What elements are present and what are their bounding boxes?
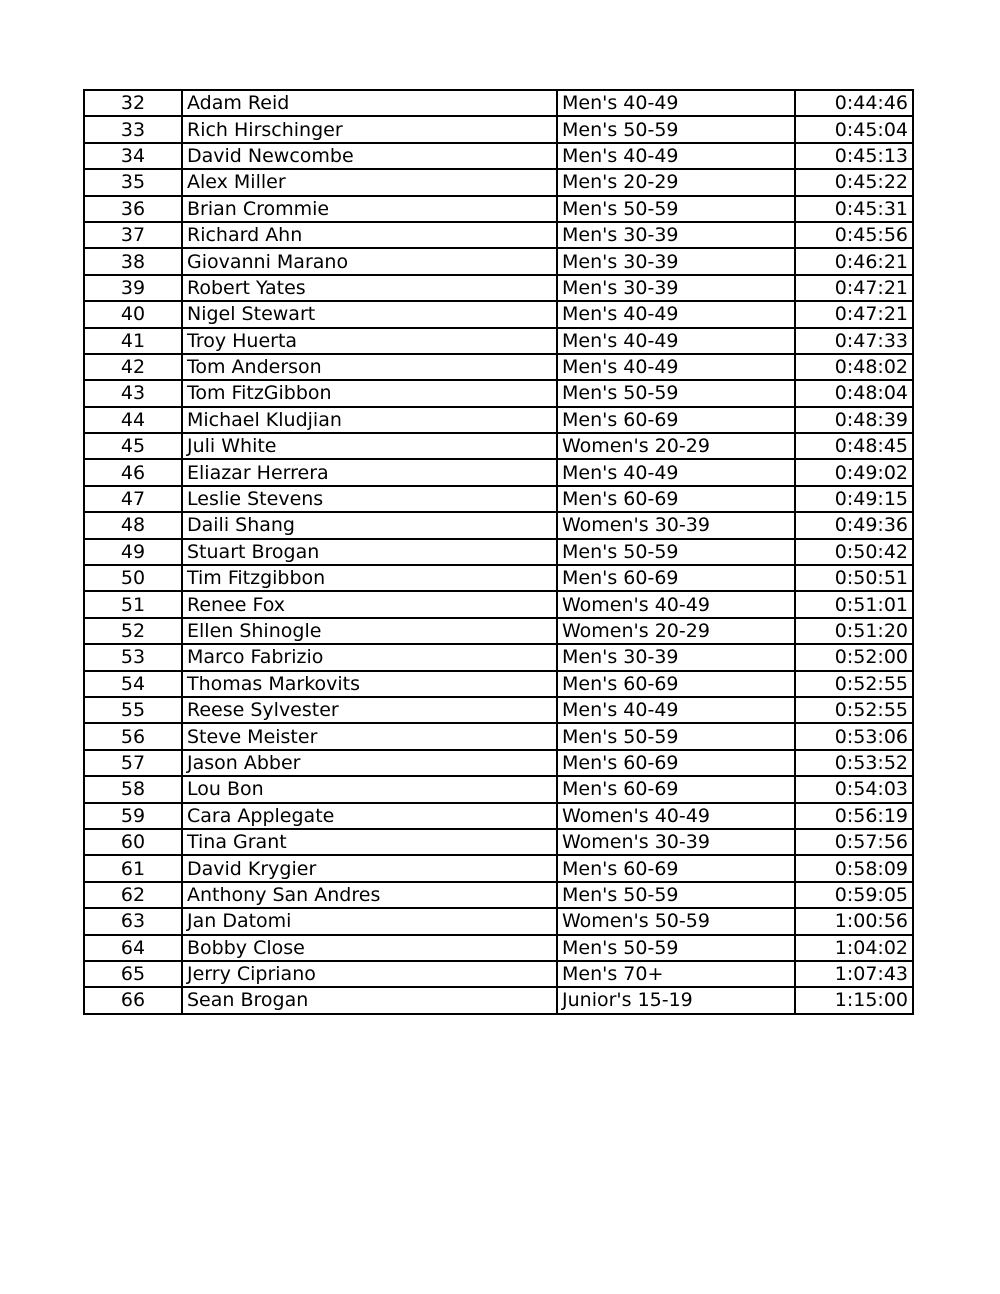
table-row [84, 143, 913, 169]
division-cell: Men's 60-69 [557, 750, 795, 776]
division-cell: Men's 40-49 [557, 697, 795, 723]
division-cell: Women's 50-59 [557, 908, 795, 934]
division-cell: Men's 50-59 [557, 935, 795, 961]
place-cell: 42 [84, 354, 182, 380]
runner-name-cell: Richard Ahn [182, 222, 557, 248]
finish-time-cell: 1:15:00 [795, 987, 913, 1013]
place-cell: 53 [84, 644, 182, 670]
division-cell: Men's 50-59 [557, 539, 795, 565]
table-row [84, 196, 913, 222]
runner-name-cell: Jan Datomi [182, 908, 557, 934]
division-cell: Men's 40-49 [557, 354, 795, 380]
division-cell: Men's 60-69 [557, 486, 795, 512]
place-cell: 49 [84, 539, 182, 565]
division-cell: Men's 20-29 [557, 169, 795, 195]
table-row [84, 222, 913, 248]
finish-time-cell: 0:48:02 [795, 354, 913, 380]
finish-time-cell: 0:47:21 [795, 275, 913, 301]
table-row [84, 169, 913, 195]
runner-name-cell: Michael Kludjian [182, 407, 557, 433]
runner-name-cell: Steve Meister [182, 723, 557, 749]
division-cell: Men's 40-49 [557, 143, 795, 169]
division-cell: Men's 50-59 [557, 723, 795, 749]
place-cell: 34 [84, 143, 182, 169]
division-cell: Women's 20-29 [557, 618, 795, 644]
place-cell: 40 [84, 301, 182, 327]
division-cell: Men's 30-39 [557, 248, 795, 274]
place-cell: 50 [84, 565, 182, 591]
table-row [84, 380, 913, 406]
table-row [84, 935, 913, 961]
table-row [84, 723, 913, 749]
table-row [84, 961, 913, 987]
runner-name-cell: Tina Grant [182, 829, 557, 855]
finish-time-cell: 0:48:45 [795, 433, 913, 459]
place-cell: 39 [84, 275, 182, 301]
finish-time-cell: 0:50:51 [795, 565, 913, 591]
place-cell: 55 [84, 697, 182, 723]
table-row [84, 354, 913, 380]
finish-time-cell: 0:46:21 [795, 248, 913, 274]
finish-time-cell: 0:48:04 [795, 380, 913, 406]
table-row [84, 512, 913, 538]
place-cell: 59 [84, 803, 182, 829]
runner-name-cell: David Newcombe [182, 143, 557, 169]
runner-name-cell: Brian Crommie [182, 196, 557, 222]
place-cell: 54 [84, 671, 182, 697]
place-cell: 56 [84, 723, 182, 749]
runner-name-cell: Tom Anderson [182, 354, 557, 380]
finish-time-cell: 0:54:03 [795, 776, 913, 802]
division-cell: Men's 40-49 [557, 90, 795, 116]
place-cell: 58 [84, 776, 182, 802]
division-cell: Men's 60-69 [557, 407, 795, 433]
place-cell: 37 [84, 222, 182, 248]
division-cell: Men's 50-59 [557, 380, 795, 406]
place-cell: 63 [84, 908, 182, 934]
runner-name-cell: Adam Reid [182, 90, 557, 116]
division-cell: Men's 50-59 [557, 882, 795, 908]
place-cell: 51 [84, 591, 182, 617]
runner-name-cell: Daili Shang [182, 512, 557, 538]
finish-time-cell: 0:53:06 [795, 723, 913, 749]
finish-time-cell: 0:45:22 [795, 169, 913, 195]
table-row [84, 829, 913, 855]
table-row [84, 750, 913, 776]
finish-time-cell: 0:51:01 [795, 591, 913, 617]
place-cell: 52 [84, 618, 182, 644]
finish-time-cell: 1:00:56 [795, 908, 913, 934]
table-row [84, 433, 913, 459]
finish-time-cell: 0:48:39 [795, 407, 913, 433]
runner-name-cell: Leslie Stevens [182, 486, 557, 512]
finish-time-cell: 0:52:55 [795, 671, 913, 697]
finish-time-cell: 0:50:42 [795, 539, 913, 565]
division-cell: Junior's 15-19 [557, 987, 795, 1013]
runner-name-cell: Eliazar Herrera [182, 459, 557, 485]
division-cell: Men's 30-39 [557, 222, 795, 248]
division-cell: Men's 60-69 [557, 671, 795, 697]
finish-time-cell: 0:56:19 [795, 803, 913, 829]
finish-time-cell: 0:49:02 [795, 459, 913, 485]
place-cell: 61 [84, 855, 182, 881]
division-cell: Women's 20-29 [557, 433, 795, 459]
finish-time-cell: 0:58:09 [795, 855, 913, 881]
place-cell: 32 [84, 90, 182, 116]
table-row [84, 248, 913, 274]
runner-name-cell: Robert Yates [182, 275, 557, 301]
table-row [84, 908, 913, 934]
division-cell: Women's 30-39 [557, 829, 795, 855]
table-row [84, 671, 913, 697]
division-cell: Men's 40-49 [557, 459, 795, 485]
runner-name-cell: Troy Huerta [182, 328, 557, 354]
place-cell: 47 [84, 486, 182, 512]
division-cell: Men's 40-49 [557, 328, 795, 354]
place-cell: 60 [84, 829, 182, 855]
finish-time-cell: 0:45:13 [795, 143, 913, 169]
place-cell: 66 [84, 987, 182, 1013]
runner-name-cell: Lou Bon [182, 776, 557, 802]
place-cell: 57 [84, 750, 182, 776]
place-cell: 64 [84, 935, 182, 961]
finish-time-cell: 0:47:33 [795, 328, 913, 354]
division-cell: Men's 70+ [557, 961, 795, 987]
runner-name-cell: Alex Miller [182, 169, 557, 195]
division-cell: Men's 60-69 [557, 855, 795, 881]
table-row [84, 882, 913, 908]
place-cell: 45 [84, 433, 182, 459]
table-row [84, 565, 913, 591]
division-cell: Men's 40-49 [557, 301, 795, 327]
table-row [84, 90, 913, 116]
runner-name-cell: Thomas Markovits [182, 671, 557, 697]
table-row [84, 855, 913, 881]
division-cell: Men's 60-69 [557, 776, 795, 802]
table-row [84, 275, 913, 301]
runner-name-cell: Tom FitzGibbon [182, 380, 557, 406]
finish-time-cell: 0:45:04 [795, 116, 913, 142]
division-cell: Women's 30-39 [557, 512, 795, 538]
division-cell: Women's 40-49 [557, 803, 795, 829]
finish-time-cell: 0:47:21 [795, 301, 913, 327]
division-cell: Men's 60-69 [557, 565, 795, 591]
division-cell: Men's 50-59 [557, 196, 795, 222]
place-cell: 48 [84, 512, 182, 538]
place-cell: 41 [84, 328, 182, 354]
table-row [84, 116, 913, 142]
runner-name-cell: Ellen Shinogle [182, 618, 557, 644]
division-cell: Men's 50-59 [557, 116, 795, 142]
finish-time-cell: 1:07:43 [795, 961, 913, 987]
table-row [84, 407, 913, 433]
table-row [84, 803, 913, 829]
results-table-body [84, 90, 913, 1014]
runner-name-cell: Jason Abber [182, 750, 557, 776]
runner-name-cell: Sean Brogan [182, 987, 557, 1013]
runner-name-cell: Anthony San Andres [182, 882, 557, 908]
results-table [83, 89, 914, 1015]
place-cell: 65 [84, 961, 182, 987]
place-cell: 62 [84, 882, 182, 908]
runner-name-cell: David Krygier [182, 855, 557, 881]
finish-time-cell: 0:45:56 [795, 222, 913, 248]
place-cell: 43 [84, 380, 182, 406]
runner-name-cell: Juli White [182, 433, 557, 459]
runner-name-cell: Marco Fabrizio [182, 644, 557, 670]
runner-name-cell: Reese Sylvester [182, 697, 557, 723]
finish-time-cell: 1:04:02 [795, 935, 913, 961]
table-row [84, 776, 913, 802]
place-cell: 38 [84, 248, 182, 274]
runner-name-cell: Nigel Stewart [182, 301, 557, 327]
division-cell: Women's 40-49 [557, 591, 795, 617]
division-cell: Men's 30-39 [557, 644, 795, 670]
finish-time-cell: 0:44:46 [795, 90, 913, 116]
finish-time-cell: 0:52:55 [795, 697, 913, 723]
runner-name-cell: Tim Fitzgibbon [182, 565, 557, 591]
table-row [84, 539, 913, 565]
finish-time-cell: 0:57:56 [795, 829, 913, 855]
place-cell: 36 [84, 196, 182, 222]
finish-time-cell: 0:45:31 [795, 196, 913, 222]
table-row [84, 301, 913, 327]
table-row [84, 486, 913, 512]
finish-time-cell: 0:52:00 [795, 644, 913, 670]
table-row [84, 459, 913, 485]
runner-name-cell: Jerry Cipriano [182, 961, 557, 987]
runner-name-cell: Stuart Brogan [182, 539, 557, 565]
table-row [84, 644, 913, 670]
table-row [84, 328, 913, 354]
finish-time-cell: 0:53:52 [795, 750, 913, 776]
runner-name-cell: Cara Applegate [182, 803, 557, 829]
finish-time-cell: 0:49:36 [795, 512, 913, 538]
table-row [84, 591, 913, 617]
place-cell: 46 [84, 459, 182, 485]
table-row [84, 987, 913, 1013]
runner-name-cell: Giovanni Marano [182, 248, 557, 274]
finish-time-cell: 0:51:20 [795, 618, 913, 644]
runner-name-cell: Rich Hirschinger [182, 116, 557, 142]
division-cell: Men's 30-39 [557, 275, 795, 301]
runner-name-cell: Renee Fox [182, 591, 557, 617]
runner-name-cell: Bobby Close [182, 935, 557, 961]
table-row [84, 697, 913, 723]
place-cell: 44 [84, 407, 182, 433]
place-cell: 35 [84, 169, 182, 195]
table-row [84, 618, 913, 644]
finish-time-cell: 0:49:15 [795, 486, 913, 512]
place-cell: 33 [84, 116, 182, 142]
finish-time-cell: 0:59:05 [795, 882, 913, 908]
